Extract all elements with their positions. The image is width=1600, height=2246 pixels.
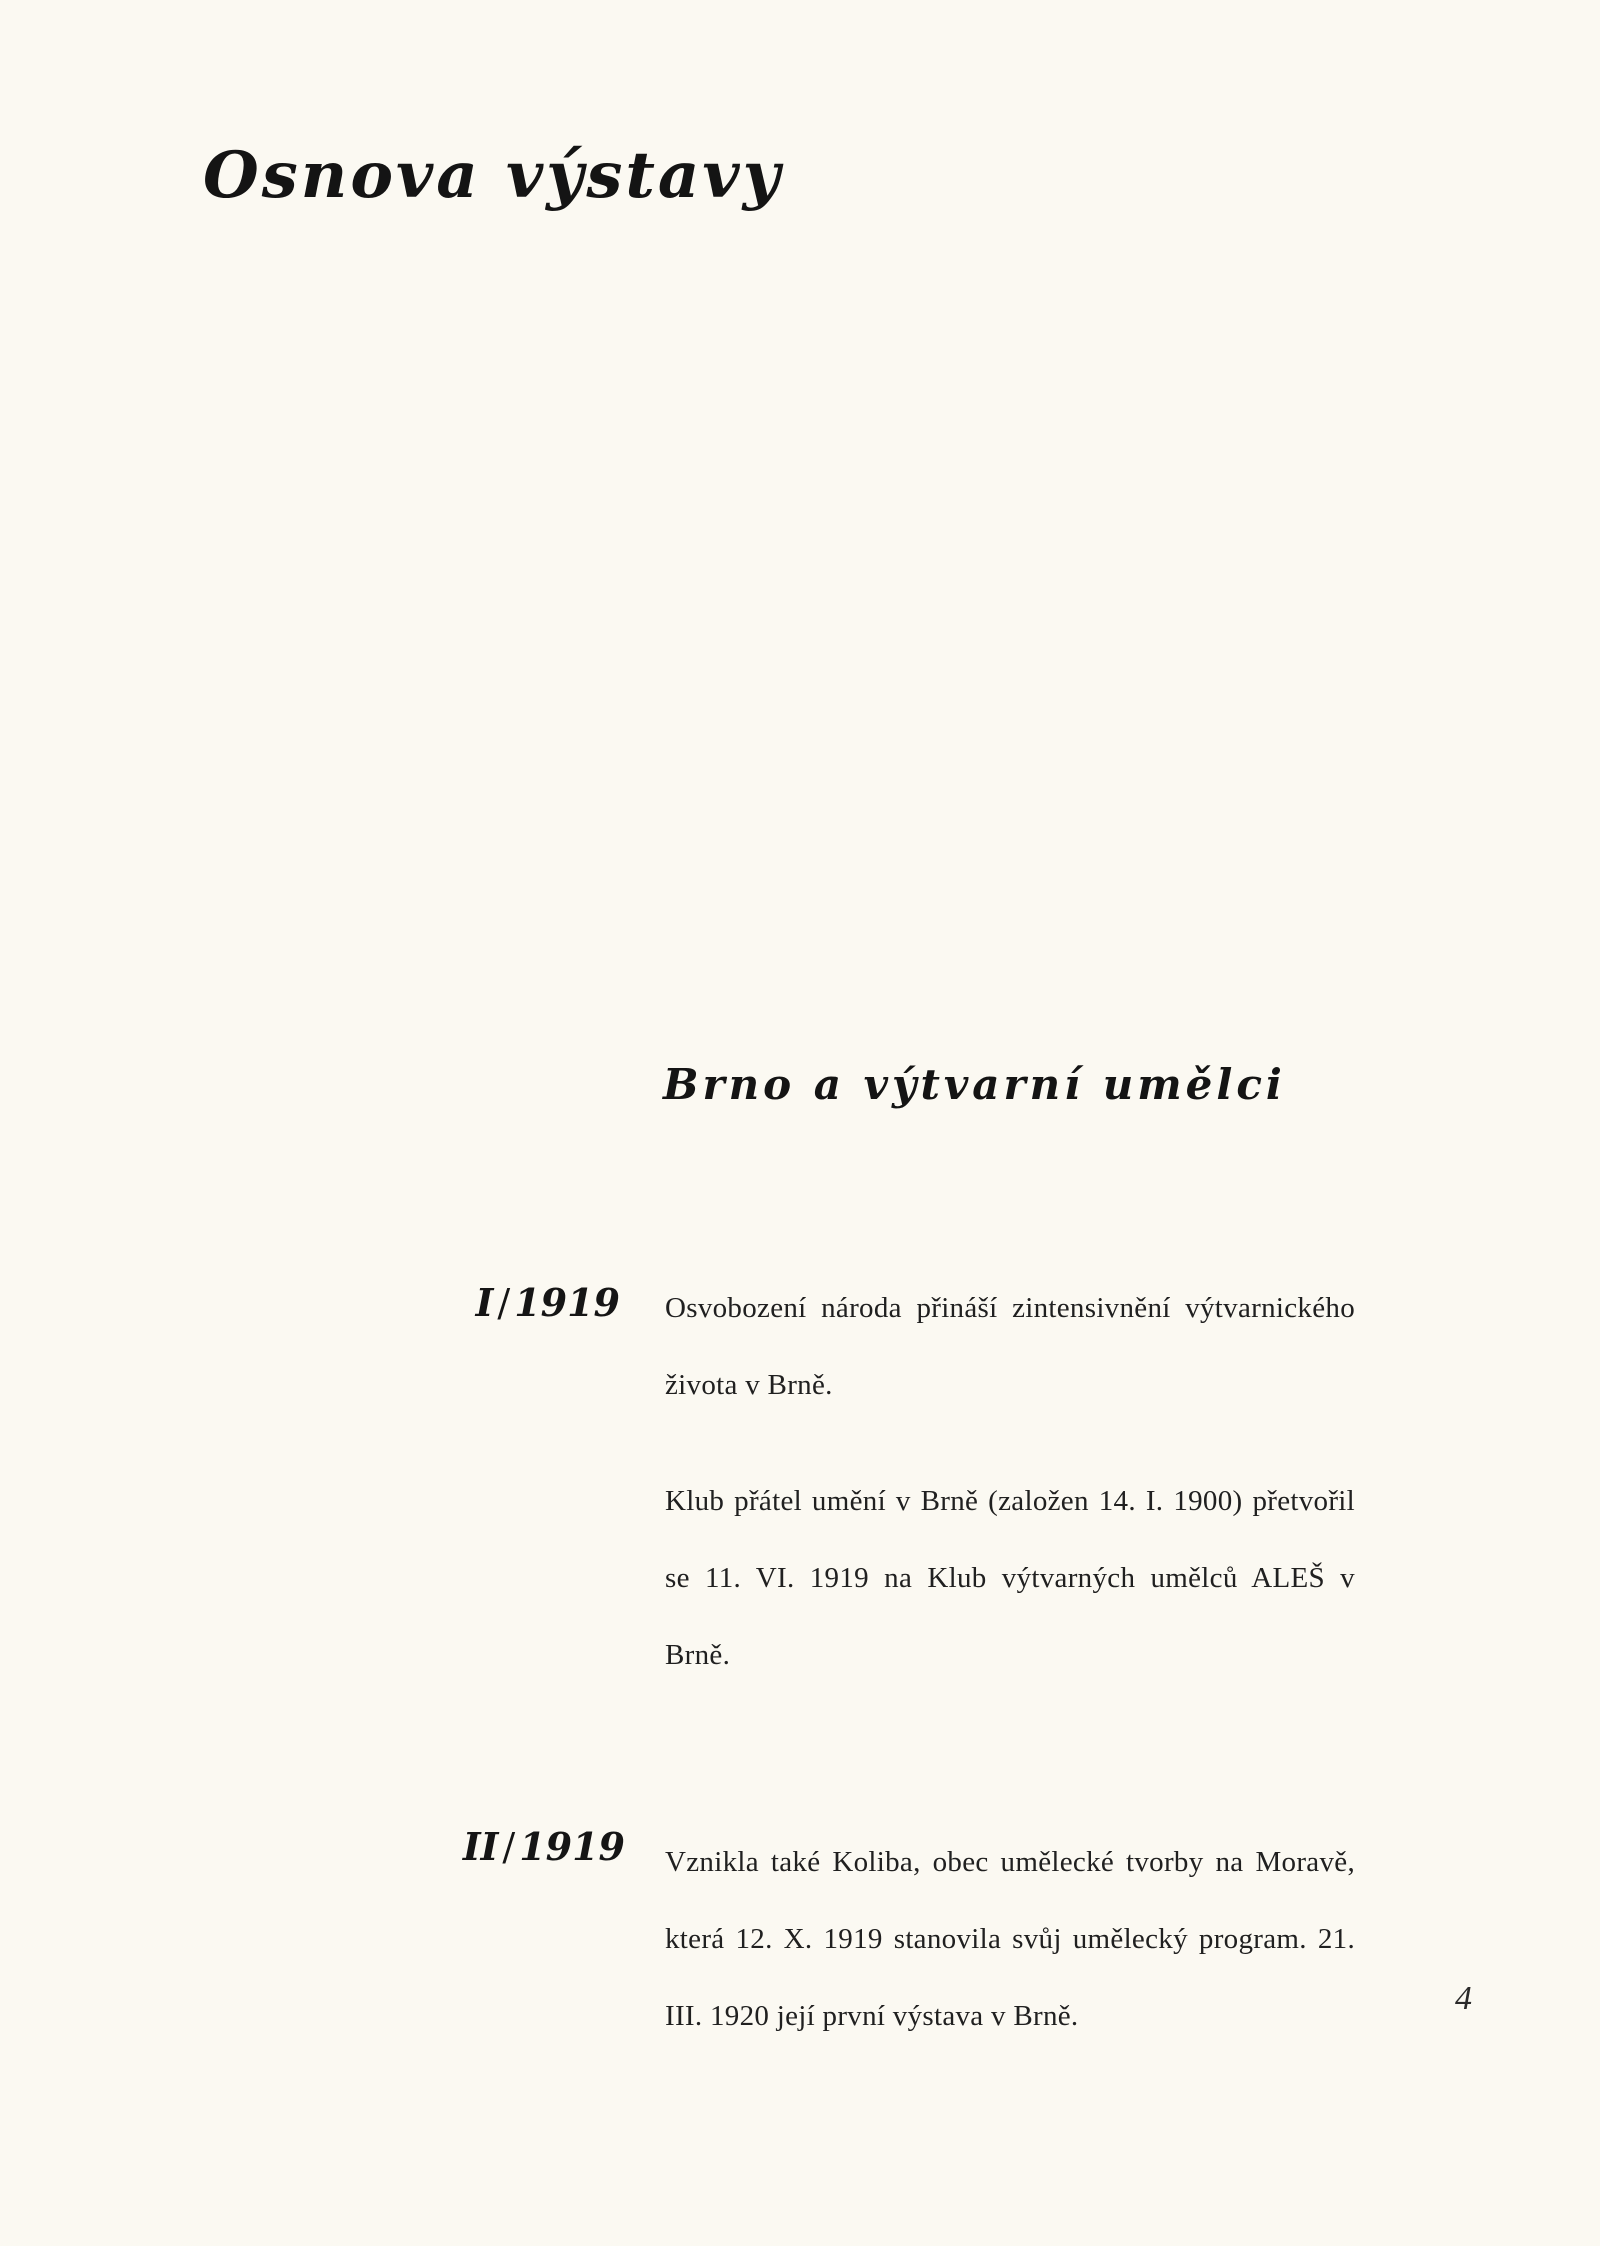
entry-paragraph: Osvobození národa přináší zintensivnění výtvarnického života v Brně.: [665, 1292, 1355, 1401]
page-title: Osnova výstavy: [203, 138, 783, 213]
entry-paragraph: Vznikla také Koliba, obec umělecké tvorby na Moravě, která 12. X. 1919 stanovila svůj umělecký program. 21. III. 1920 její první výstava v Brně.: [665, 1846, 1355, 2032]
entry-date-roman: II: [462, 1824, 499, 1869]
entry-date-year: 1919: [514, 1280, 620, 1325]
entry-date: II / 1919: [462, 1824, 625, 1869]
entry-date: I / 1919: [475, 1280, 620, 1325]
page-number: 4: [1455, 1980, 1472, 2017]
entry-date-year: 1919: [519, 1824, 625, 1869]
entry-date-roman: I: [475, 1280, 494, 1325]
entry-paragraph: Klub přátel umění v Brně (založen 14. I. 1900) přetvořil se 11. VI. 1919 na Klub výtvarných umělců ALEŠ v Brně.: [665, 1485, 1355, 1671]
section-heading: Brno a výtvarní umělci: [663, 1060, 1286, 1109]
